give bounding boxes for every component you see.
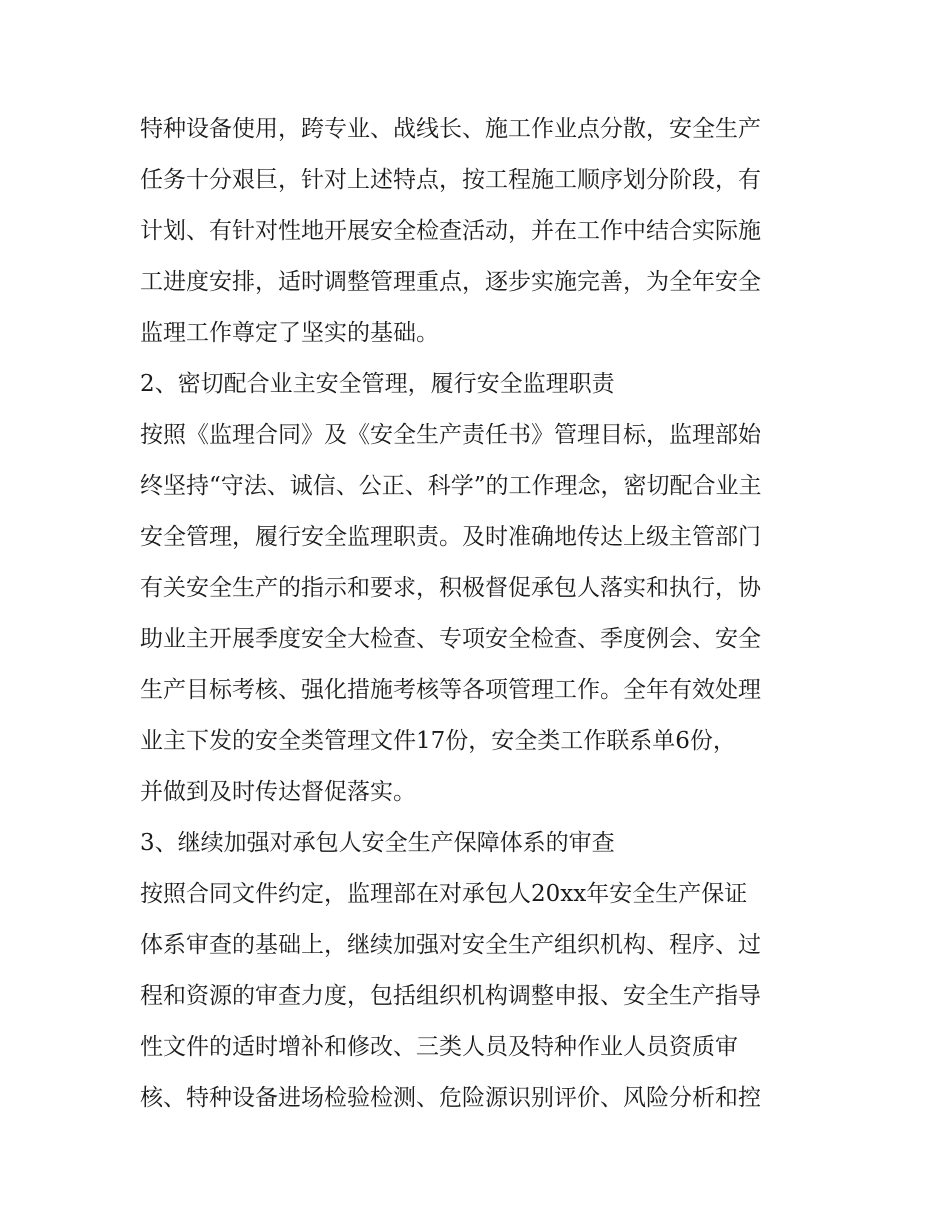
text-line-10: 有关安全生产的指示和要求，积极督促承包人落实和执行，协 — [140, 575, 761, 601]
text-line-16: 按照合同文件约定，监理部在对承包人20xx年安全生产保证 — [140, 881, 748, 907]
text-line-3: 计划、有针对性地开展安全检查活动，并在工作中结合实际施 — [140, 218, 761, 244]
text-line-13: 业主下发的安全类管理文件17份，安全类工作联系单6份， — [140, 728, 736, 754]
text-line-12: 生产目标考核、强化措施考核等各项管理工作。全年有效处理 — [140, 677, 761, 703]
text-line-11: 助业主开展季度安全大检查、专项安全检查、季度例会、安全 — [140, 626, 761, 652]
text-line-5: 监理工作尊定了坚实的基础。 — [140, 320, 439, 346]
text-line-19: 性文件的适时增补和修改、三类人员及特种作业人员资质审 — [140, 1034, 738, 1060]
section-heading-3: 3、继续加强对承包人安全生产保障体系的审查 — [140, 830, 615, 856]
text-line-7: 按照《监理合同》及《安全生产责任书》管理目标，监理部始 — [140, 422, 761, 448]
text-line-8: 终坚持“守法、诚信、公正、科学”的工作理念，密切配合业主 — [140, 473, 762, 499]
text-line-4: 工进度安排，适时调整管理重点，逐步实施完善，为全年安全 — [140, 269, 761, 295]
text-line-18: 程和资源的审查力度，包括组织机构调整申报、安全生产指导 — [140, 983, 761, 1009]
text-line-9: 安全管理，履行安全监理职责。及时准确地传达上级主管部门 — [140, 524, 761, 550]
text-line-1: 特种设备使用，跨专业、战线长、施工作业点分散，安全生产 — [140, 116, 761, 142]
text-line-20: 核、特种设备进场检验检测、危险源识别评价、风险分析和控 — [140, 1085, 761, 1111]
section-heading-2: 2、密切配合业主安全管理，履行安全监理职责 — [140, 371, 615, 397]
text-line-14: 并做到及时传达督促落实。 — [140, 779, 416, 805]
text-line-17: 体系审查的基础上，继续加强对安全生产组织机构、程序、过 — [140, 932, 761, 958]
text-line-2: 任务十分艰巨，针对上述特点，按工程施工顺序划分阶段，有 — [140, 167, 761, 193]
